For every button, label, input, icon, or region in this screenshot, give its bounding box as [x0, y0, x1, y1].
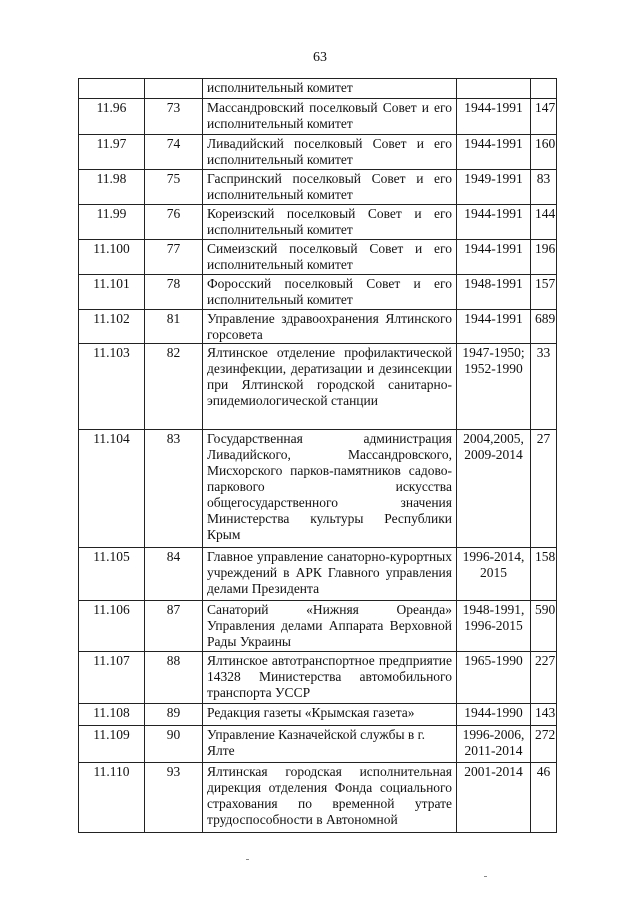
fund-name: Массандровский поселковый Совет и его исполнительный комитет — [203, 99, 457, 135]
fund-name: Управление Казначейской службы в г. Ялте — [203, 726, 457, 763]
archive-fund-table — [78, 78, 557, 833]
item-count: 33 — [531, 344, 557, 430]
item-count — [531, 79, 557, 99]
table-row — [79, 240, 557, 275]
fund-name: Государственная администрация Ливадийского, Массандровского, Мисхорского парков-памятников садово-паркового искусства общегосударственного значения Министерства культуры Республики Крым — [203, 430, 457, 548]
scan-speck — [246, 859, 249, 860]
fund-name: Кореизский поселковый Совет и его исполнительный комитет — [203, 205, 457, 240]
row-number: 11.103 — [79, 344, 145, 430]
table-row — [79, 344, 557, 430]
row-number: 11.105 — [79, 548, 145, 601]
row-number: 11.96 — [79, 99, 145, 135]
fund-number: 93 — [145, 763, 203, 833]
fund-number: 76 — [145, 205, 203, 240]
fund-name: Управление здравоохранения Ялтинского горсовета — [203, 310, 457, 344]
fund-number: 83 — [145, 430, 203, 548]
item-count: 272 — [531, 726, 557, 763]
date-range: 1944-1990 — [457, 704, 531, 726]
page-number: 63 — [313, 50, 327, 65]
fund-name: Симеизский поселковый Совет и его исполнительный комитет — [203, 240, 457, 275]
row-number: 11.101 — [79, 275, 145, 310]
item-count: 227 — [531, 652, 557, 704]
table-row — [79, 430, 557, 548]
date-range: 2004,2005, 2009-2014 — [457, 430, 531, 548]
row-number: 11.102 — [79, 310, 145, 344]
fund-number: 75 — [145, 170, 203, 205]
fund-number: 77 — [145, 240, 203, 275]
fund-name: Ялтинское отделение профилактической дезинфекции, дератизации и дезинсекции при Ялтинской городской санитарно-эпидемиологической станции — [203, 344, 457, 430]
date-range: 2001-2014 — [457, 763, 531, 833]
date-range: 1944-1991 — [457, 310, 531, 344]
date-range: 1949-1991 — [457, 170, 531, 205]
table-row — [79, 726, 557, 763]
fund-number: 90 — [145, 726, 203, 763]
item-count: 158 — [531, 548, 557, 601]
fund-number — [145, 79, 203, 99]
date-range: 1965-1990 — [457, 652, 531, 704]
fund-number: 87 — [145, 601, 203, 652]
fund-name: Ялтинское автотранспортное предприятие 14328 Министерства автомобильного транспорта УССР — [203, 652, 457, 704]
table-row — [79, 205, 557, 240]
fund-name: Ялтинская городская исполнительная дирекция отделения Фонда социального страхования по временной утрате трудоспособности в Автономной — [203, 763, 457, 833]
fund-name: Редакция газеты «Крымская газета» — [203, 704, 457, 726]
item-count: 157 — [531, 275, 557, 310]
row-number: 11.100 — [79, 240, 145, 275]
date-range: 1948-1991 — [457, 275, 531, 310]
table-row — [79, 763, 557, 833]
row-number: 11.104 — [79, 430, 145, 548]
date-range: 1944-1991 — [457, 205, 531, 240]
table-row — [79, 170, 557, 205]
item-count: 196 — [531, 240, 557, 275]
item-count: 143 — [531, 704, 557, 726]
table-row — [79, 275, 557, 310]
row-number: 11.110 — [79, 763, 145, 833]
row-number: 11.106 — [79, 601, 145, 652]
fund-number: 88 — [145, 652, 203, 704]
row-number: 11.97 — [79, 135, 145, 170]
table-row — [79, 79, 557, 99]
fund-name: Главное управление санаторно-курортных учреждений в АРК Главного управления делами Президента — [203, 548, 457, 601]
table-row — [79, 310, 557, 344]
fund-name: Форосский поселковый Совет и его исполнительный комитет — [203, 275, 457, 310]
scan-speck — [484, 876, 487, 877]
fund-name: Санаторий «Нижняя Ореанда» Управления делами Аппарата Верховной Рады Украины — [203, 601, 457, 652]
item-count: 590 — [531, 601, 557, 652]
fund-number: 81 — [145, 310, 203, 344]
date-range: 1947-1950; 1952-1990 — [457, 344, 531, 430]
row-number: 11.108 — [79, 704, 145, 726]
fund-name: Ливадийский поселковый Совет и его исполнительный комитет — [203, 135, 457, 170]
table-row — [79, 704, 557, 726]
item-count: 144 — [531, 205, 557, 240]
fund-name: Гаспринский поселковый Совет и его исполнительный комитет — [203, 170, 457, 205]
table-row — [79, 99, 557, 135]
item-count: 689 — [531, 310, 557, 344]
date-range — [457, 79, 531, 99]
item-count: 83 — [531, 170, 557, 205]
fund-number: 73 — [145, 99, 203, 135]
date-range: 1948-1991, 1996-2015 — [457, 601, 531, 652]
table-row — [79, 135, 557, 170]
fund-number: 78 — [145, 275, 203, 310]
date-range: 1996-2006, 2011-2014 — [457, 726, 531, 763]
table-row — [79, 652, 557, 704]
date-range: 1944-1991 — [457, 240, 531, 275]
date-range: 1944-1991 — [457, 135, 531, 170]
item-count: 147 — [531, 99, 557, 135]
fund-number: 84 — [145, 548, 203, 601]
row-number: 11.98 — [79, 170, 145, 205]
fund-name: исполнительный комитет — [203, 79, 457, 99]
item-count: 46 — [531, 763, 557, 833]
row-number: 11.107 — [79, 652, 145, 704]
row-number — [79, 79, 145, 99]
table-row — [79, 548, 557, 601]
fund-number: 82 — [145, 344, 203, 430]
table-row — [79, 601, 557, 652]
item-count: 27 — [531, 430, 557, 548]
row-number: 11.109 — [79, 726, 145, 763]
row-number: 11.99 — [79, 205, 145, 240]
fund-number: 74 — [145, 135, 203, 170]
item-count: 160 — [531, 135, 557, 170]
date-range: 1944-1991 — [457, 99, 531, 135]
fund-number: 89 — [145, 704, 203, 726]
date-range: 1996-2014, 2015 — [457, 548, 531, 601]
